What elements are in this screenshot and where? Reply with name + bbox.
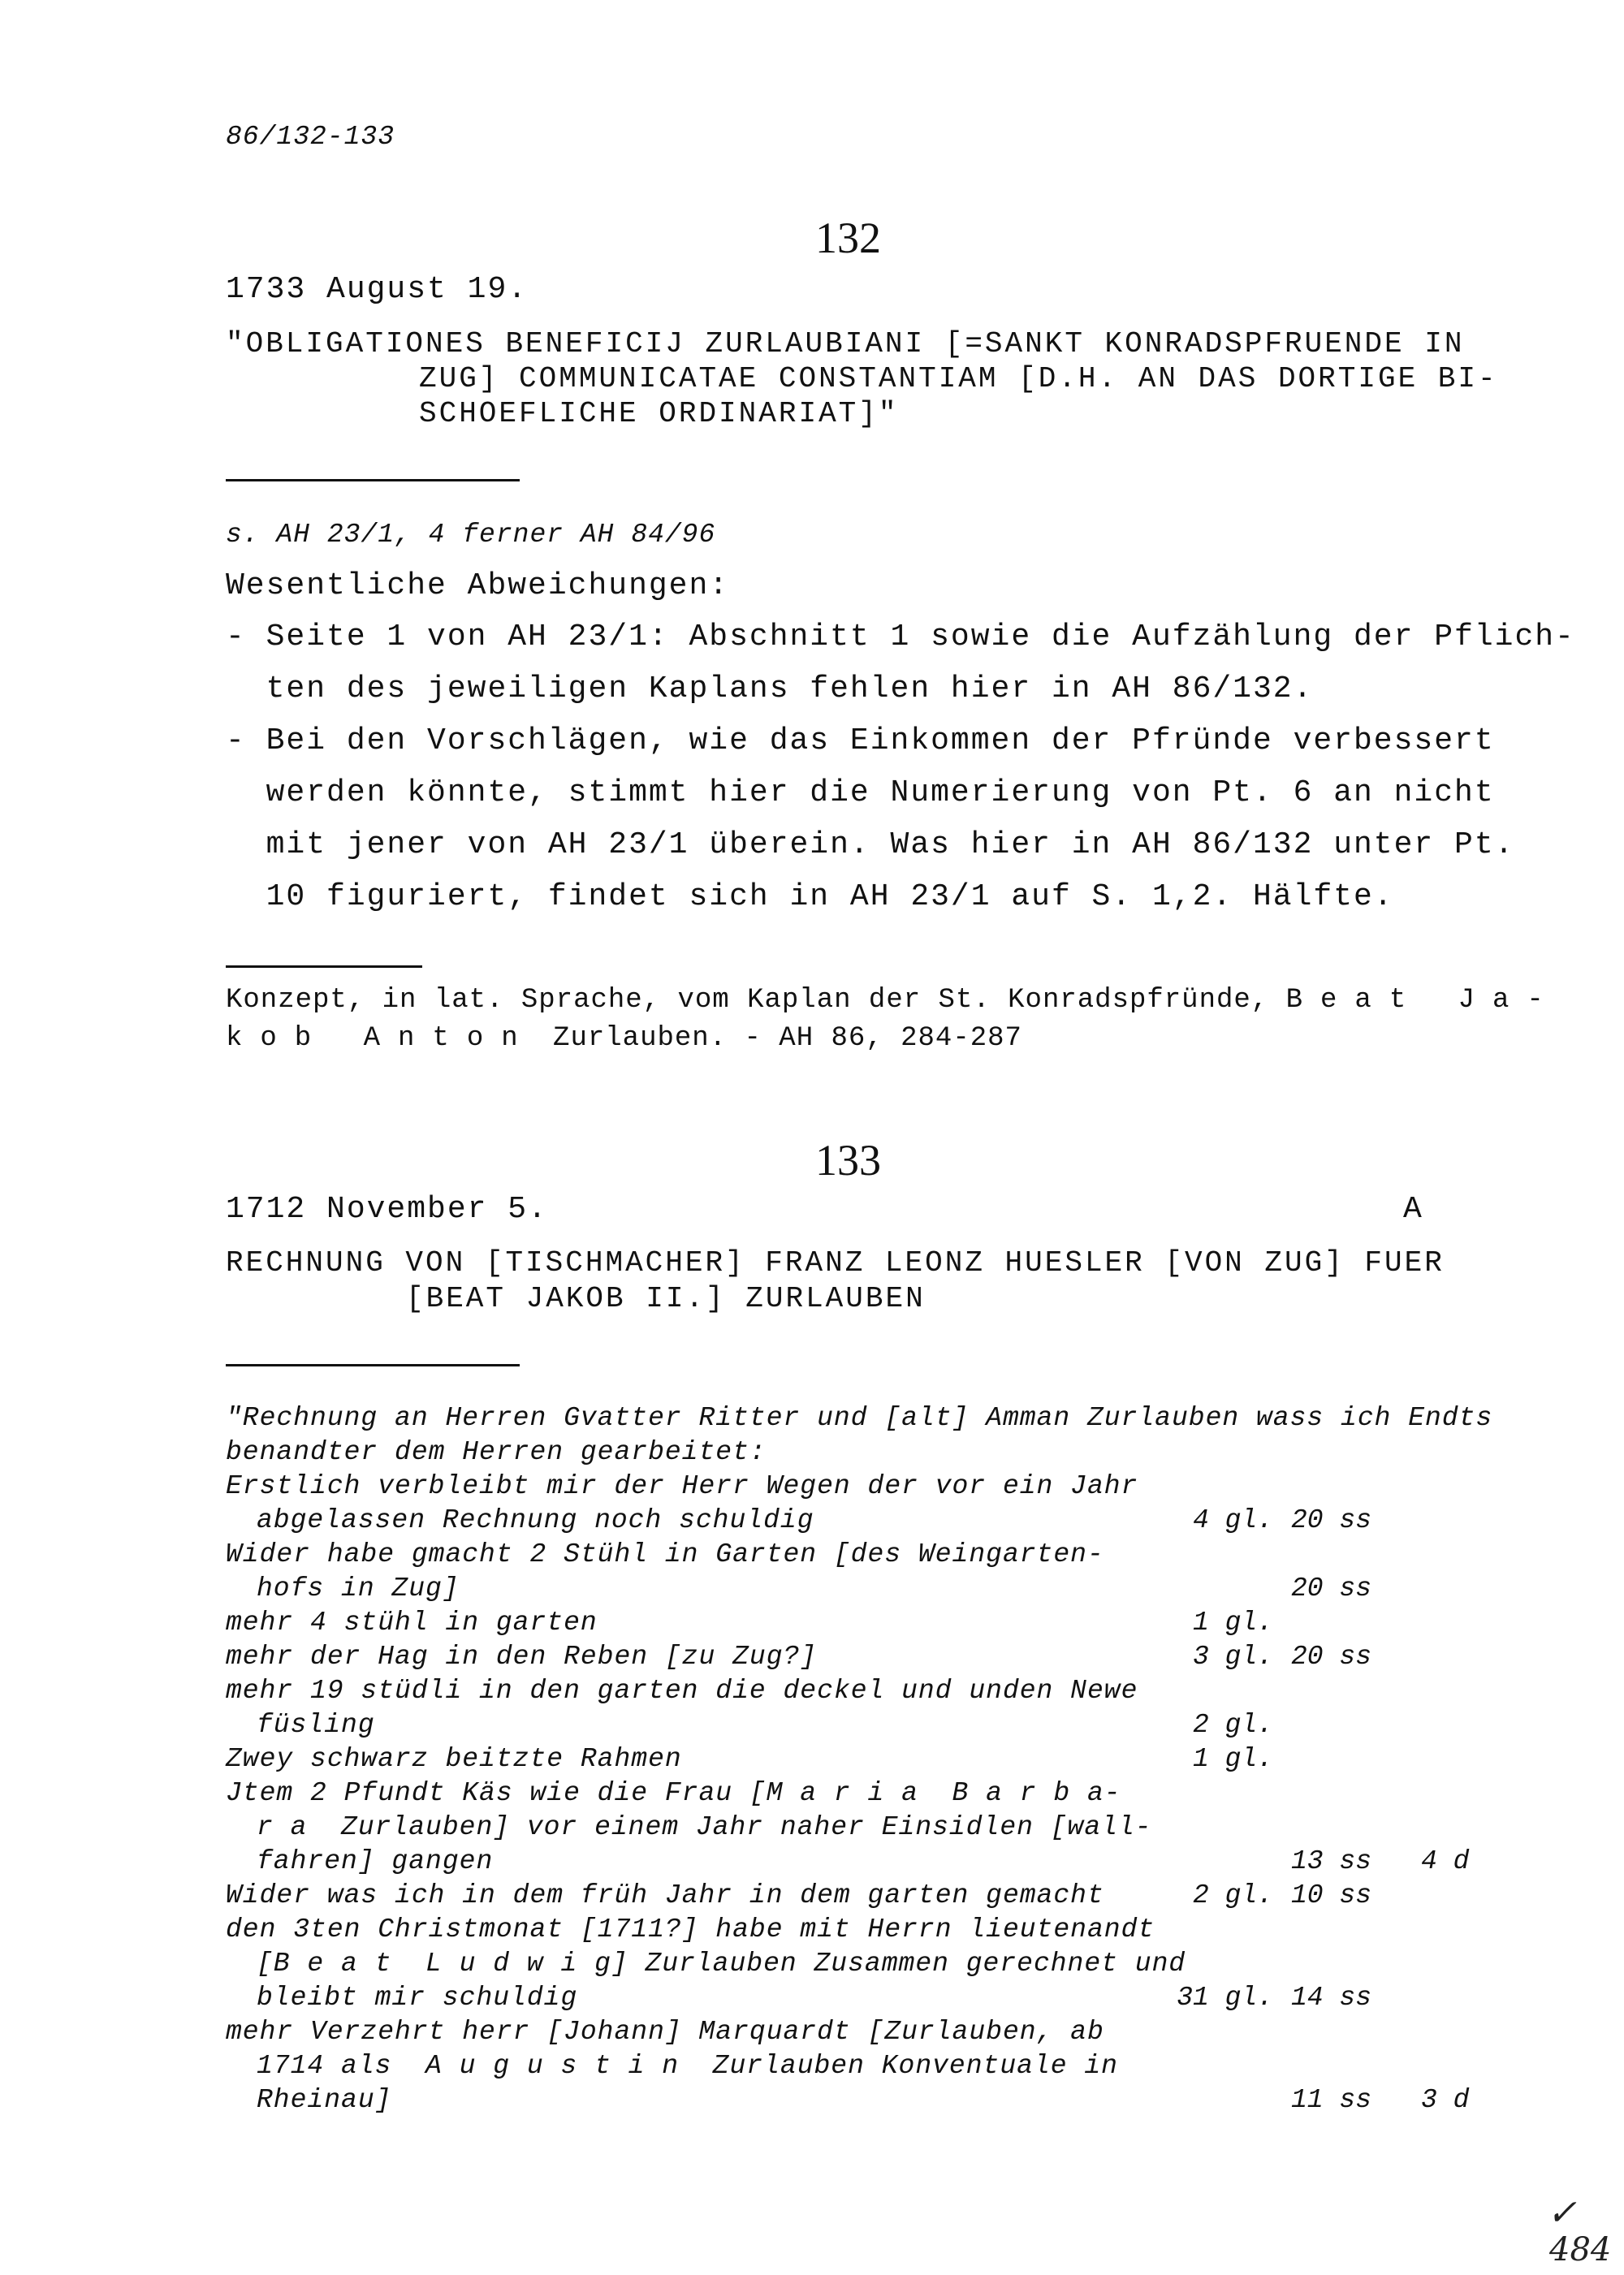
doc132-remark-1-line-1: - Seite 1 von AH 23/1: Abschnitt 1 sowie die Aufzählung der Pflich-	[226, 619, 1575, 654]
separator-rule	[226, 965, 422, 968]
doc132-title-line-2: ZUG] COMMUNICATAE CONSTANTIAM [D.H. AN DAS DORTIGE BI-	[419, 362, 1498, 395]
entry-10-denar: 3 d	[1421, 2085, 1470, 2115]
entry-5-text-line-2: füsling	[257, 1710, 375, 1740]
doc132-remark-2-line-4: 10 figuriert, findet sich in AH 23/1 auf S. 1,2. Hälfte.	[226, 879, 1394, 914]
entry-5-gulden: 2 gl.	[1192, 1710, 1273, 1740]
entry-7-text-line-2: r a Zurlauben] vor einem Jahr naher Einsidlen [wall-	[257, 1812, 1152, 1842]
entry-2-text-line-2: hofs in Zug]	[257, 1574, 460, 1604]
entry-8-gulden: 2 gl.	[1192, 1880, 1273, 1910]
entry-9-schilling: 14 ss	[1291, 1983, 1372, 2013]
separator-rule	[226, 1364, 520, 1366]
entry-2-schilling: 20 ss	[1291, 1574, 1372, 1604]
entry-7-schilling: 13 ss	[1291, 1846, 1372, 1876]
entry-10-schilling: 11 ss	[1291, 2085, 1372, 2115]
doc132-remark-2-line-2: werden könnte, stimmt hier die Numerierung von Pt. 6 an nicht	[226, 775, 1495, 810]
entry-8-text-line-1: Wider was ich in dem früh Jahr in dem garten gemacht	[226, 1880, 1104, 1910]
document-number-133: 133	[815, 1136, 881, 1185]
entry-7-denar: 4 d	[1421, 1846, 1470, 1876]
entry-3-text-line-1: mehr 4 stühl in garten	[226, 1608, 598, 1638]
entry-1-text-line-2: abgelassen Rechnung noch schuldig	[257, 1505, 814, 1535]
source-text: Konzept, in lat. Sprache, vom Kaplan der St. Konradspfründe,	[226, 985, 1269, 1016]
entry-6-gulden: 1 gl.	[1192, 1744, 1273, 1774]
document-number-132: 132	[815, 214, 881, 262]
doc133-marker: A	[1403, 1192, 1423, 1227]
doc133-title-line-1: RECHNUNG VON [TISCHMACHER] FRANZ LEONZ HUESLER [VON ZUG] FUER	[226, 1246, 1445, 1280]
check-mark-icon: ✓	[1547, 2192, 1577, 2234]
doc132-remarks-heading: Wesentliche Abweichungen:	[226, 568, 730, 603]
spaced-name: kob Anton	[226, 1023, 536, 1054]
doc132-source-line-1	[226, 985, 1561, 1016]
entry-7-text-line-1: Jtem 2 Pfundt Käs wie die Frau [M a r i a B a r b a-	[226, 1778, 1121, 1808]
entry-10-text-line-1: mehr Verzehrt herr [Johann] Marquardt [Zurlauben, ab	[226, 2017, 1104, 2047]
entry-1-schilling: 20 ss	[1291, 1505, 1372, 1535]
doc133-date: 1712 November 5.	[226, 1192, 548, 1227]
doc133-intro-line-2: benandter dem Herren gearbeitet:	[226, 1437, 767, 1467]
doc132-date: 1733 August 19.	[226, 272, 529, 307]
doc132-title-line-1: "OBLIGATIONES BENEFICIJ ZURLAUBIANI [=SANKT KONRADSPFRUENDE IN	[226, 327, 1465, 360]
entry-2-text-line-1: Wider habe gmacht 2 Stühl in Garten [des Weingarten-	[226, 1539, 1104, 1569]
spaced-name: Beat Ja-	[1285, 985, 1561, 1016]
entry-8-schilling: 10 ss	[1291, 1880, 1372, 1910]
doc132-source-line-2	[226, 1023, 1022, 1054]
entry-9-text-line-2: [B e a t L u d w i g] Zurlauben Zusammen gerechnet und	[257, 1949, 1186, 1979]
doc132-reference-line: s. AH 23/1, 4 ferner AH 84/96	[226, 520, 716, 550]
entry-1-text-line-1: Erstlich verbleibt mir der Herr Wegen der vor ein Jahr	[226, 1471, 1138, 1501]
entry-7-text-line-3: fahren] gangen	[257, 1846, 494, 1876]
entry-10-text-line-2: 1714 als A u g u s t i n Zurlauben Konventuale in	[257, 2051, 1118, 2081]
doc132-remark-2-line-3: mit jener von AH 23/1 überein. Was hier in AH 86/132 unter Pt.	[226, 827, 1515, 862]
entry-3-gulden: 1 gl.	[1192, 1608, 1273, 1638]
entry-9-text-line-1: den 3ten Christmonat [1711?] habe mit Herrn lieutenandt	[226, 1915, 1155, 1945]
entry-5-text-line-1: mehr 19 stüdli in den garten die deckel und unden Newe	[226, 1676, 1138, 1706]
entry-9-text-line-3: bleibt mir schuldig	[257, 1983, 578, 2013]
entry-4-text-line-1: mehr der Hag in den Reben [zu Zug?]	[226, 1642, 818, 1672]
entry-4-gulden: 3 gl.	[1192, 1642, 1273, 1672]
doc132-remark-1-line-2: ten des jeweiligen Kaplans fehlen hier in AH 86/132.	[226, 671, 1314, 706]
entry-4-schilling: 20 ss	[1291, 1642, 1372, 1672]
doc132-title-line-3: SCHOEFLICHE ORDINARIAT]"	[419, 397, 899, 430]
source-text: Zurlauben. - AH 86, 284-287	[553, 1023, 1022, 1054]
entry-6-text-line-1: Zwey schwarz beitzte Rahmen	[226, 1744, 682, 1774]
page-reference: 86/132-133	[226, 122, 395, 152]
handwritten-page-number: 484	[1549, 2231, 1612, 2269]
entry-9-gulden: 31 gl.	[1177, 1983, 1273, 2013]
entry-10-text-line-3: Rheinau]	[257, 2085, 392, 2115]
entry-1-gulden: 4 gl.	[1192, 1505, 1273, 1535]
separator-rule	[226, 479, 520, 481]
doc133-title-line-2: [BEAT JAKOB II.] ZURLAUBEN	[406, 1282, 926, 1315]
doc133-intro-line-1: "Rechnung an Herren Gvatter Ritter und [alt] Amman Zurlauben wass ich Endts	[226, 1403, 1493, 1433]
doc132-remark-2-line-1: - Bei den Vorschlägen, wie das Einkommen der Pfründe verbessert	[226, 723, 1495, 758]
